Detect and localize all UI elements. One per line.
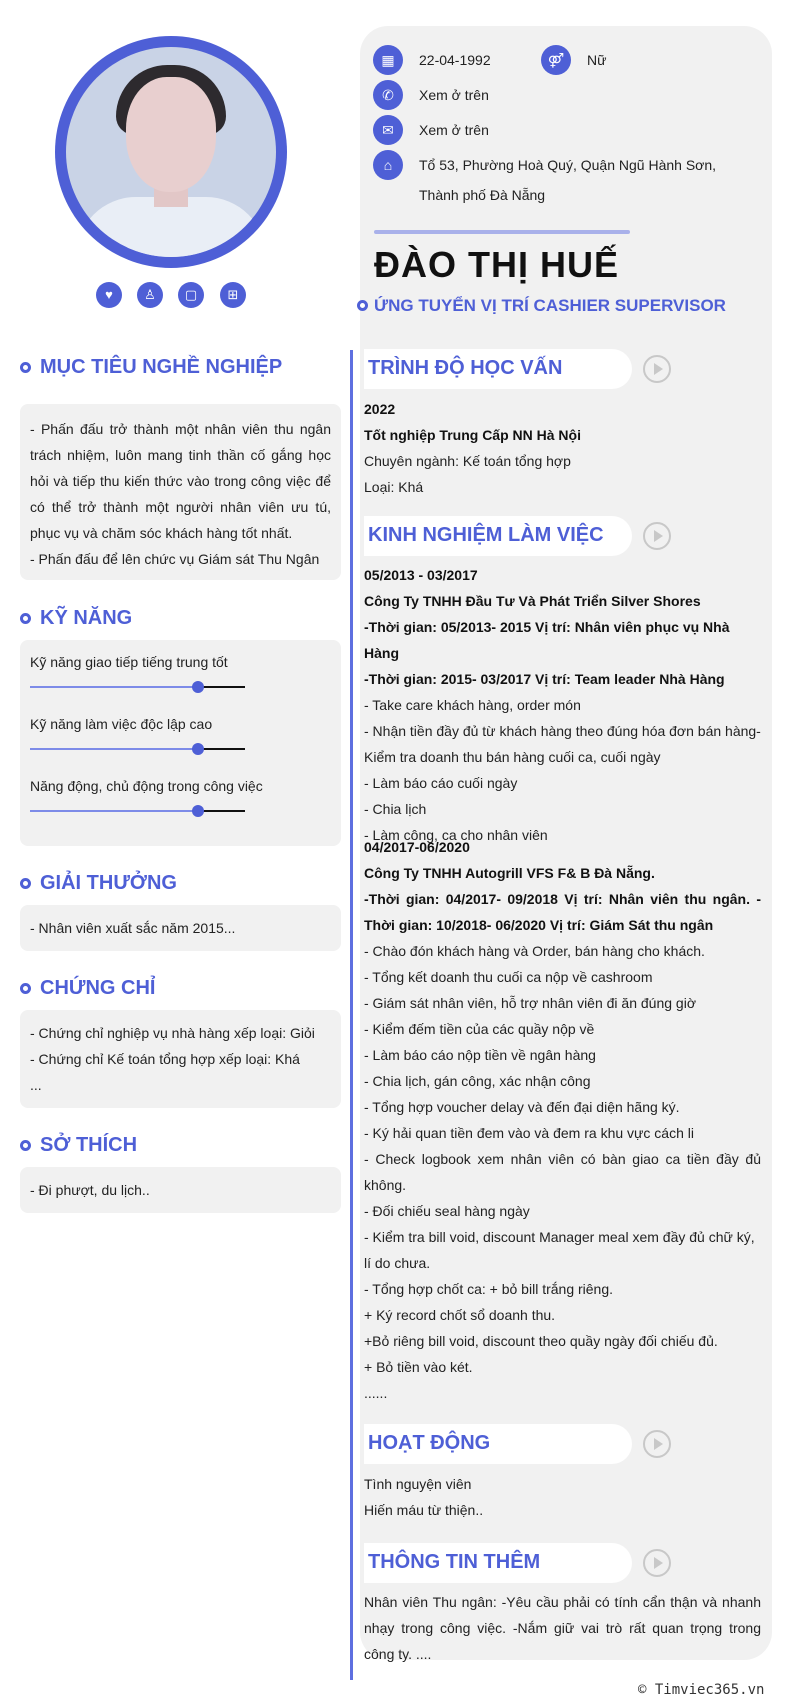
job-task: + Ký record chốt sổ doanh thu. [364,1307,556,1323]
experience-title: KINH NGHIỆM LÀM VIỆC [368,524,604,546]
skill-label: Kỹ năng giao tiếp tiếng trung tốt [30,654,228,670]
grid-icon[interactable]: ⊞ [220,282,246,308]
column-divider [350,350,353,1680]
gender-icon: ⚤ [541,45,571,75]
phone: Xem ở trên [419,87,489,103]
additional-block [364,1589,761,1667]
calendar-icon: ▦ [373,45,403,75]
certificate-item: - Chứng chỉ nghiệp vụ nhà hàng xếp loại: Giỏi [30,1025,315,1041]
activities-block [364,1471,761,1523]
play-icon[interactable] [643,522,671,550]
job-task: - Đối chiếu seal hàng ngày [364,1203,530,1219]
skills-title: KỸ NĂNG [40,607,133,629]
awards-box [20,905,341,951]
skill-label: Kỹ năng làm việc độc lập cao [30,716,213,732]
position-bullet [357,300,368,311]
avatar [66,47,276,257]
address-line-2: Thành phố Đà Nẵng [419,187,546,203]
play-icon[interactable] [643,1430,671,1458]
job-2 [364,834,761,1406]
objective-line: - Phấn đấu trở thành một nhân viên thu ngân trách nhiệm, luôn mang tinh thần cố gắng học hỏi và tiếp thu kiến thức vào trong công việc để có thể trở thành một người nhân viên ưu tú, phục vụ và chăm sóc khách hàng tốt nhất. [30,421,331,541]
job-company: Công Ty TNHH Autogrill VFS F& B Đà Nẵng. [364,865,655,881]
name-accent-bar [374,230,630,234]
footer-credit: © Timviec365.vn [638,1682,765,1698]
job-task: ...... [364,1385,388,1401]
objective-title: MỤC TIÊU NGHỀ NGHIỆP [40,356,283,378]
certificates-title: CHỨNG CHỈ [40,977,156,999]
hobby-item: - Đi phượt, du lịch.. [30,1182,150,1198]
hobbies-bullet [20,1140,31,1151]
skill-bar [30,686,245,688]
education-major: Chuyên ngành: Kế toán tổng hợp [364,453,571,469]
skill-bar [30,748,245,750]
activity-item: Tình nguyện viên [364,1476,472,1492]
job-task: - Kiểm đếm tiền của các quầy nộp về [364,1021,595,1037]
activity-item: Hiến máu từ thiện.. [364,1502,484,1518]
certificate-item: - Chứng chỉ Kế toán tổng hợp xếp loại: Khá [30,1051,300,1067]
play-icon[interactable] [643,1549,671,1577]
job-role: -Thời gian: 05/2013- 2015 Vị trí: Nhân viên phục vụ Nhà Hàng [364,619,730,661]
job-company: Công Ty TNHH Đầu Tư Và Phát Triển Silver Shores [364,593,701,609]
job-period: 04/2017-06/2020 [364,839,470,855]
job-task: - Check logbook xem nhân viên có bàn giao ca tiền đầy đủ không. [364,1151,761,1193]
hobbies-title: SỞ THÍCH [40,1134,138,1156]
job-task: - Tổng hợp voucher delay và đến đại diện hãng ký. [364,1099,680,1115]
education-grade: Loại: Khá [364,479,424,495]
heart-icon[interactable]: ♥ [96,282,122,308]
awards-title: GIẢI THƯỞNG [40,872,177,894]
award-item: - Nhân viên xuất sắc năm 2015... [30,920,236,936]
additional-text: Nhân viên Thu ngân: -Yêu cầu phải có tính cẩn thận và nhanh nhạy trong công việc. -Nắm giữ vai trò rất quan trọng trong công ty. .... [364,1594,761,1662]
education-school: Tốt nghiệp Trung Cấp NN Hà Nội [364,427,581,443]
job-task: + Bỏ tiền vào két. [364,1359,473,1375]
skill-knob [192,681,204,693]
education-block [364,396,761,500]
hobbies-box [20,1167,341,1213]
job-task: - Ký hải quan tiền đem vào và đem ra khu vực cách li [364,1125,694,1141]
additional-title: THÔNG TIN THÊM [368,1551,541,1573]
job-task: - Kiểm tra bill void, discount Manager meal xem đầy đủ chữ ký, lí do chưa. [364,1229,755,1271]
job-role: -Thời gian: 04/2017- 09/2018 Vị trí: Nhân viên thu ngân. - Thời gian: 10/2018- 06/2020 Vị trí: Giám Sát thu ngân [364,891,761,933]
skill-bar [30,810,245,812]
job-task: - Take care khách hàng, order món [364,697,581,713]
job-task: - Tổng hợp chốt ca: + bỏ bill trắng riêng. [364,1281,614,1297]
gender: Nữ [587,52,607,68]
address-line-1: Tổ 53, Phường Hoà Quý, Quận Ngũ Hành Sơn, [419,157,717,173]
job-task: - Làm báo cáo cuối ngày [364,775,518,791]
objective-line: - Phấn đấu để lên chức vụ Giám sát Thu Ngân [30,551,320,567]
objective-box [20,404,341,580]
education-year: 2022 [364,401,396,417]
certificate-item: ... [30,1077,42,1093]
job-task: - Chia lịch [364,801,427,817]
skill-label: Năng động, chủ động trong công việc [30,778,263,794]
skills-bullet [20,613,31,624]
home-icon: ⌂ [373,150,403,180]
applied-position: ỨNG TUYỂN VỊ TRÍ CASHIER SUPERVISOR [374,296,726,315]
job-task: - Tổng kết doanh thu cuối ca nộp về cashroom [364,969,653,985]
skill-knob [192,805,204,817]
job-task: +Bỏ riêng bill void, discount theo quầy ngày đối chiếu đủ. [364,1333,718,1349]
phone-icon: ✆ [373,80,403,110]
objective-bullet [20,362,31,373]
job-task: - Chào đón khách hàng và Order, bán hàng cho khách. [364,943,705,959]
job-task: - Giám sát nhân viên, hỗ trợ nhân viên đi ăn đúng giờ [364,995,697,1011]
job-period: 05/2013 - 03/2017 [364,567,478,583]
email-icon: ✉ [373,115,403,145]
job-1 [364,562,761,848]
job-task: - Nhận tiền đầy đủ từ khách hàng theo đúng hóa đơn bán hàng- Kiểm tra doanh thu bán hàng cuối ca, cuối ngày [364,723,761,765]
job-task: - Làm báo cáo nộp tiền về ngân hàng [364,1047,596,1063]
candidate-name: ĐÀO THỊ HUẾ [374,244,619,285]
play-icon[interactable] [643,355,671,383]
chat-icon[interactable]: ▢ [178,282,204,308]
skill-knob [192,743,204,755]
user-icon[interactable]: ♙ [137,282,163,308]
email: Xem ở trên [419,122,489,138]
birthdate: 22-04-1992 [419,52,491,68]
education-title: TRÌNH ĐỘ HỌC VẤN [368,357,563,379]
job-task: - Làm công, ca cho nhân viên [364,827,548,843]
awards-bullet [20,878,31,889]
job-task: - Chia lịch, gán công, xác nhận công [364,1073,591,1089]
skills-box [20,640,341,846]
job-role: -Thời gian: 2015- 03/2017 Vị trí: Team leader Nhà Hàng [364,671,725,687]
activities-title: HOẠT ĐỘNG [368,1432,491,1454]
certificates-bullet [20,983,31,994]
certificates-box [20,1010,341,1108]
